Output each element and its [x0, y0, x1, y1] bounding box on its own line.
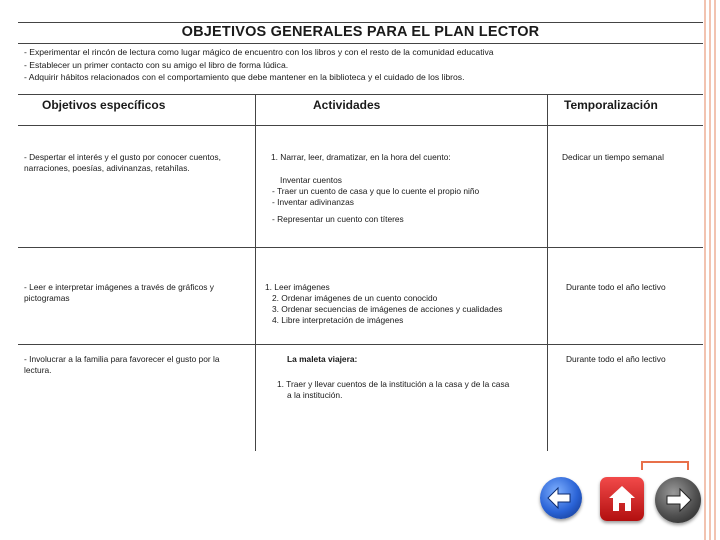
slide-document — [18, 22, 703, 451]
row-divider-1 — [18, 247, 703, 248]
general-objective-2: - Establecer un primer contacto con su amigo el libro de forma lúdica. — [24, 59, 289, 70]
row1-objective: - Despertar el interés y el gusto por conocer cuentos, narraciones, poesías, adivinanzas, retahílas. — [24, 152, 221, 173]
general-objective-1: - Experimentar el rincón de lectura como lugar mágico de encuentro con los libros y con el resto de la comunidad educativa — [24, 47, 494, 57]
arrow-left-icon — [540, 477, 582, 519]
back-button[interactable] — [540, 477, 582, 519]
general-objective-3: - Adquirir hábitos relacionados con el comportamiento que debe mantener en la biblioteca y el cuidado de los libros. — [24, 72, 465, 82]
row2-objective: - Leer e interpretar imágenes a través de gráficos y pictogramas — [24, 282, 214, 303]
plan-table — [18, 94, 703, 451]
row2-timing: Durante todo el año lectivo — [566, 282, 666, 292]
header-activities: Actividades — [313, 98, 381, 112]
row3-objective: - Involucrar a la familia para favorecer el gusto por la lectura. — [24, 354, 220, 375]
page-title: OBJETIVOS GENERALES PARA EL PLAN LECTOR — [181, 24, 540, 40]
title-divider — [18, 43, 703, 44]
general-objectives — [24, 46, 494, 84]
row1-activity-5: - Representar un cuento con títeres — [272, 214, 404, 224]
row-divider-2 — [18, 344, 703, 345]
home-button[interactable] — [600, 477, 644, 521]
row1-activity-1: 1. Narrar, leer, dramatizar, en la hora del cuento: — [271, 152, 451, 162]
table-top-border — [18, 94, 703, 95]
decor-line-3 — [714, 0, 716, 540]
home-icon — [600, 477, 644, 521]
column-divider-2 — [547, 94, 548, 451]
row3-activity-2: a la institución. — [287, 390, 343, 400]
row3-activity-1: 1. Traer y llevar cuentos de la institución a la casa y de la casa — [277, 379, 510, 389]
row1-activity-2: Inventar cuentos — [280, 175, 342, 185]
decor-line-2 — [709, 0, 711, 540]
decor-line-1 — [704, 0, 706, 540]
column-divider-1 — [255, 94, 256, 451]
row2-activity-2: 2. Ordenar imágenes de un cuento conocido — [272, 293, 438, 303]
row3-activity-title: La maleta viajera: — [287, 354, 358, 364]
row1-activity-4: - Inventar adivinanzas — [272, 197, 354, 207]
header-divider — [18, 125, 703, 126]
row2-activity-3: 3. Ordenar secuencias de imágenes de acciones y cualidades — [272, 304, 503, 314]
accent-bracket — [641, 461, 689, 470]
row3-timing: Durante todo el año lectivo — [566, 354, 666, 364]
arrow-right-icon — [655, 477, 701, 523]
row2-activity-1: 1. Leer imágenes — [265, 282, 330, 292]
row1-activity-3: - Traer un cuento de casa y que lo cuente el propio niño — [272, 186, 480, 196]
header-timing: Temporalización — [564, 98, 658, 112]
row2-activity-4: 4. Libre interpretación de imágenes — [272, 315, 404, 325]
forward-button[interactable] — [655, 477, 701, 523]
header-objectives: Objetivos específicos — [42, 98, 166, 112]
row1-timing: Dedicar un tiempo semanal — [562, 152, 664, 162]
